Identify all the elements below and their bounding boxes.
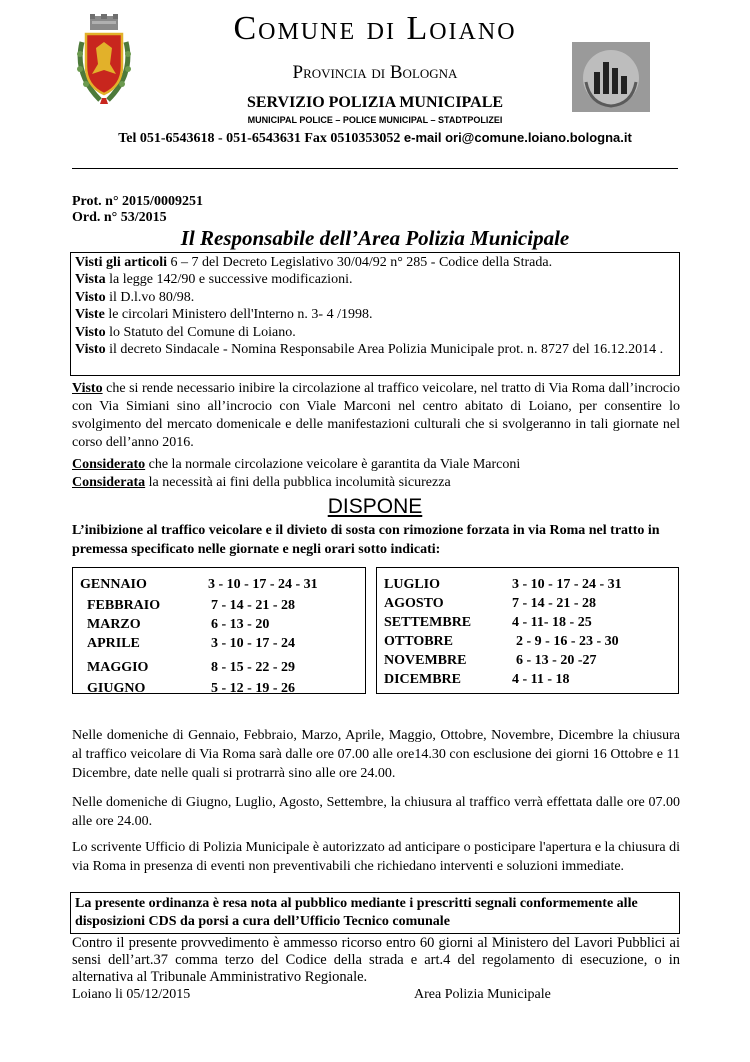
document-heading: Il Responsabile dell’Area Polizia Municipale — [180, 226, 570, 250]
month-label: AGOSTO — [384, 596, 444, 611]
month-label: MARZO — [87, 617, 141, 632]
contact-email: e-mail ori@comune.loiano.bologna.it — [403, 130, 632, 145]
calendar-left-box — [72, 567, 366, 694]
month-label: OTTOBRE — [384, 634, 453, 649]
month-days: 3 - 10 - 17 - 24 — [211, 636, 295, 651]
service-translations: MUNICIPAL POLICE – POLICE MUNICIPAL – STADTPOLIZEI — [247, 115, 503, 125]
schedule-paragraph-2: Nelle domeniche di Giugno, Luglio, Agosto, Settembre, la chiusura al traffico verrà effettata dalle ore 07.00 alle ore 24.00. — [72, 795, 680, 829]
month-days: 6 - 13 - 20 -27 — [516, 653, 597, 668]
visti-line: Viste le circolari Ministero dell'Interno n. 3- 4 /1998. — [75, 307, 373, 323]
protocol-number: Prot. n° 2015/0009251 — [72, 194, 203, 209]
considerato-premise: Considerato che la normale circolazione veicolare è garantita da Viale Marconi — [72, 457, 521, 472]
month-days: 7 - 14 - 21 - 28 — [211, 598, 295, 613]
contact-phone: Tel 051-6543618 - 051-6543631 Fax 0510353052 — [118, 131, 401, 146]
month-label: MAGGIO — [87, 660, 149, 675]
municipality-title: Comune di Loiano — [233, 10, 517, 47]
month-label: LUGLIO — [384, 577, 441, 592]
signature-office: Area Polizia Municipale — [414, 987, 551, 1002]
month-days: 3 - 10 - 17 - 24 - 31 — [512, 577, 622, 592]
inhibition-text: L’inibizione al traffico veicolare e il divieto di sosta con rimozione forzata in via Roma nel tratto in premessa specificato nelle giornate e negli orari sotto indicati: — [72, 523, 660, 557]
month-days: 6 - 13 - 20 — [211, 617, 270, 632]
ordinance-number: Ord. n° 53/2015 — [72, 210, 167, 225]
place-date: Loiano li 05/12/2015 — [72, 987, 191, 1002]
contact-line — [0, 130, 750, 147]
authorization-paragraph: Lo scrivente Ufficio di Polizia Municipale è autorizzato ad anticipare o posticipare l'apertura e la chiusura di via Roma in presenza di eventi non preventivabili che richiedano interventi e soluzioni immediate. — [72, 840, 680, 874]
visti-line: Visto lo Statuto del Comune di Loiano. — [75, 324, 296, 340]
month-label: APRILE — [87, 636, 140, 651]
month-label: FEBBRAIO — [87, 598, 161, 613]
service-name: SERVIZIO POLIZIA MUNICIPALE — [246, 94, 504, 111]
notice-box: La presente ordinanza è resa nota al pubblico mediante i prescritti segnali conformemente alle disposizioni CDS da porsi a cura dell’Ufficio Tecnico comunale — [70, 892, 680, 934]
month-label: GENNAIO — [80, 577, 147, 592]
schedule-paragraph-1: Nelle domeniche di Gennaio, Febbraio, Marzo, Aprile, Maggio, Ottobre, Novembre, Dicembre la chiusura al traffico veicolare di Via Roma sarà dalle ore 07.00 alle ore14.30 con esclusione dei giorni 16 Ottobre e 11 Dicembre, date nelle quali si protrarrà sino alle ore 24.00. — [72, 728, 680, 781]
month-label: DICEMBRE — [384, 672, 462, 687]
dispone-heading: DISPONE — [327, 495, 423, 518]
month-days: 4 - 11- 18 - 25 — [512, 615, 592, 630]
visti-line: Vista la legge 142/90 e successive modificazioni. — [75, 272, 353, 288]
month-days: 5 - 12 - 19 - 26 — [211, 681, 295, 694]
visti-line: Visto il D.l.vo 80/98. — [75, 289, 195, 305]
month-days: 7 - 14 - 21 - 28 — [512, 596, 596, 611]
protocol-block — [72, 194, 203, 226]
header-divider — [72, 168, 678, 169]
visti-line: Visto il decreto Sindacale - Nomina Responsabile Area Polizia Municipale prot. n. 8727 del 16.12.2014 . — [75, 342, 664, 358]
month-days: 2 - 9 - 16 - 23 - 30 — [516, 634, 619, 649]
visti-line: Visti gli articoli 6 – 7 del Decreto Legislativo 30/04/92 n° 285 - Codice della Strada. — [75, 255, 553, 270]
month-label: GIUGNO — [87, 681, 146, 694]
considerata-premise: Considerata la necessità ai fini della pubblica incolumità sicurezza — [72, 475, 451, 490]
month-label: SETTEMBRE — [384, 615, 472, 630]
month-label: NOVEMBRE — [384, 653, 467, 668]
month-days: 4 - 11 - 18 — [512, 672, 570, 687]
province-name: Provincia di Bologna — [292, 62, 458, 83]
visti-box — [70, 252, 680, 376]
month-days: 8 - 15 - 22 - 29 — [211, 660, 295, 675]
appeal-paragraph: Contro il presente provvedimento è ammesso ricorso entro 60 giorni al Ministero del Lavori Pubblici ai sensi dell’art.37 comma terzo del Codice della strada e art.4 del regolamento di esecuzione, o in alternativa al Tribunale Amministrativo Regionale. — [72, 935, 680, 985]
calendar-right-box — [376, 567, 679, 694]
visto-premise: Visto che si rende necessario inibire la circolazione al traffico veicolare, nel tratto di Via Roma dall’incrocio con Via Simiani sino all’incrocio con Viale Marconi nel centro abitato di Loiano, per consentire lo svolgimento del mercato domenicale e delle manifestazioni culturali che si svolgeranno in tali giornate nel corso dell’anno 2016. — [72, 381, 680, 450]
month-days: 3 - 10 - 17 - 24 - 31 — [208, 577, 318, 592]
